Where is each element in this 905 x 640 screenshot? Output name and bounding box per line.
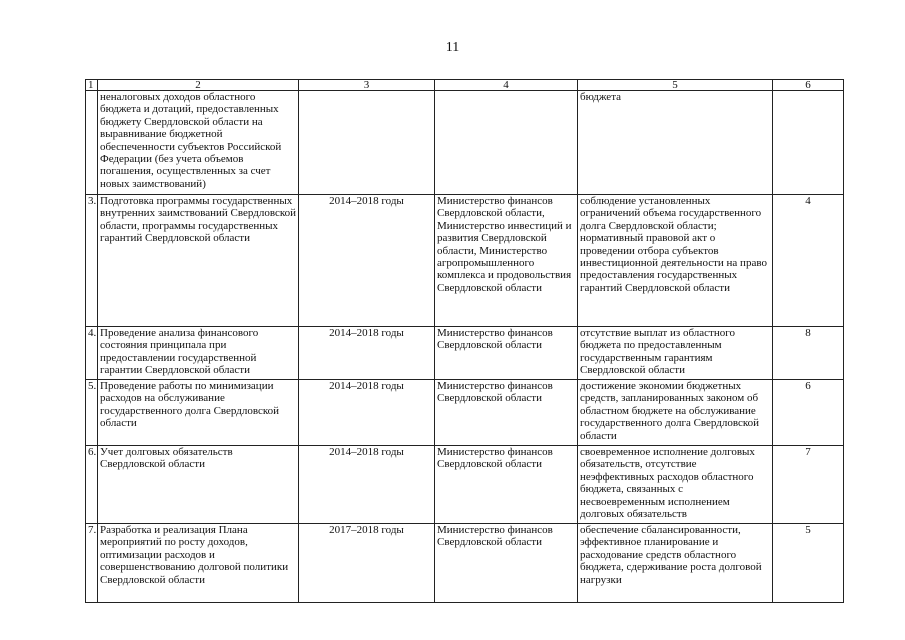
measure-period: 2017–2018 годы bbox=[299, 524, 435, 603]
measure-ref: 5 bbox=[773, 524, 844, 603]
measure-period bbox=[299, 91, 435, 195]
measure-executor: Министерство финансов Свердловской области, Министерство инвестиций и развития Свердловской области, Министерство агропромышленного комплекса и продовольствия Свердловской области bbox=[435, 195, 578, 327]
measure-executor bbox=[435, 91, 578, 195]
header-cell-col4: 4 bbox=[435, 80, 578, 91]
page-number: 11 bbox=[445, 40, 460, 55]
table-row bbox=[86, 446, 844, 524]
measure-ref: 6 bbox=[773, 380, 844, 446]
measure-period: 2014–2018 годы bbox=[299, 195, 435, 327]
measure-result: обеспечение сбалансированности, эффективное планирование и расходование средств областного бюджета, сдерживание роста долговой нагрузки bbox=[578, 524, 773, 603]
measure-executor: Министерство финансов Свердловской области bbox=[435, 524, 578, 603]
measure-ref: 8 bbox=[773, 327, 844, 380]
measure-name: неналоговых доходов областного бюджета и дотаций, предоставленных бюджету Свердловской области на выравнивание бюджетной обеспеченности субъектов Российской Федерации (без учета объемов погашения, осуществленных за счет новых заимствований) bbox=[98, 91, 299, 195]
row-number bbox=[86, 91, 98, 195]
row-number: 5. bbox=[86, 380, 98, 446]
measures-table bbox=[85, 79, 844, 603]
measure-name: Подготовка программы государственных внутренних заимствований Свердловской области, программы государственных гарантий Свердловской области bbox=[98, 195, 299, 327]
measure-executor: Министерство финансов Свердловской области bbox=[435, 380, 578, 446]
header-cell-col2: 2 bbox=[98, 80, 299, 91]
measure-result: отсутствие выплат из областного бюджета по предоставленным государственным гарантиям Свердловской области bbox=[578, 327, 773, 380]
measure-name: Разработка и реализация Плана мероприятий по росту доходов, оптимизации расходов и совершенствованию долговой политики Свердловской области bbox=[98, 524, 299, 603]
measure-result: соблюдение установленных ограничений объема государственного долга Свердловской области; нормативный правовой акт о проведении отбора субъектов инвестиционной деятельности на право предоставления государственных гарантий Свердловской области bbox=[578, 195, 773, 327]
row-number: 6. bbox=[86, 446, 98, 524]
measure-period: 2014–2018 годы bbox=[299, 380, 435, 446]
measure-executor: Министерство финансов Свердловской области bbox=[435, 446, 578, 524]
row-number: 7. bbox=[86, 524, 98, 603]
header-cell-col1: 1 bbox=[86, 80, 98, 91]
measure-name: Проведение работы по минимизации расходов на обслуживание государственного долга Свердловской области bbox=[98, 380, 299, 446]
measure-name: Проведение анализа финансового состояния принципала при предоставлении государственной гарантии Свердловской области bbox=[98, 327, 299, 380]
row-number: 4. bbox=[86, 327, 98, 380]
measure-executor: Министерство финансов Свердловской области bbox=[435, 327, 578, 380]
measure-result: своевременное исполнение долговых обязательств, отсутствие неэффективных расходов областного бюджета, связанных с несвоевременным исполнением долговых обязательств bbox=[578, 446, 773, 524]
header-cell-col3: 3 bbox=[299, 80, 435, 91]
measure-period: 2014–2018 годы bbox=[299, 327, 435, 380]
measure-ref bbox=[773, 91, 844, 195]
measure-period: 2014–2018 годы bbox=[299, 446, 435, 524]
table-row bbox=[86, 91, 844, 195]
table-row bbox=[86, 327, 844, 380]
table-row bbox=[86, 380, 844, 446]
row-number: 3. bbox=[86, 195, 98, 327]
table-row bbox=[86, 524, 844, 603]
header-cell-col6: 6 bbox=[773, 80, 844, 91]
measure-result: достижение экономии бюджетных средств, запланированных законом об областном бюджете на обслуживание государственного долга Свердловской области bbox=[578, 380, 773, 446]
measure-ref: 7 bbox=[773, 446, 844, 524]
table-row bbox=[86, 195, 844, 327]
table-header-row bbox=[86, 80, 844, 91]
measure-name: Учет долговых обязательств Свердловской области bbox=[98, 446, 299, 524]
measure-ref: 4 bbox=[773, 195, 844, 327]
measure-result: бюджета bbox=[578, 91, 773, 195]
header-cell-col5: 5 bbox=[578, 80, 773, 91]
